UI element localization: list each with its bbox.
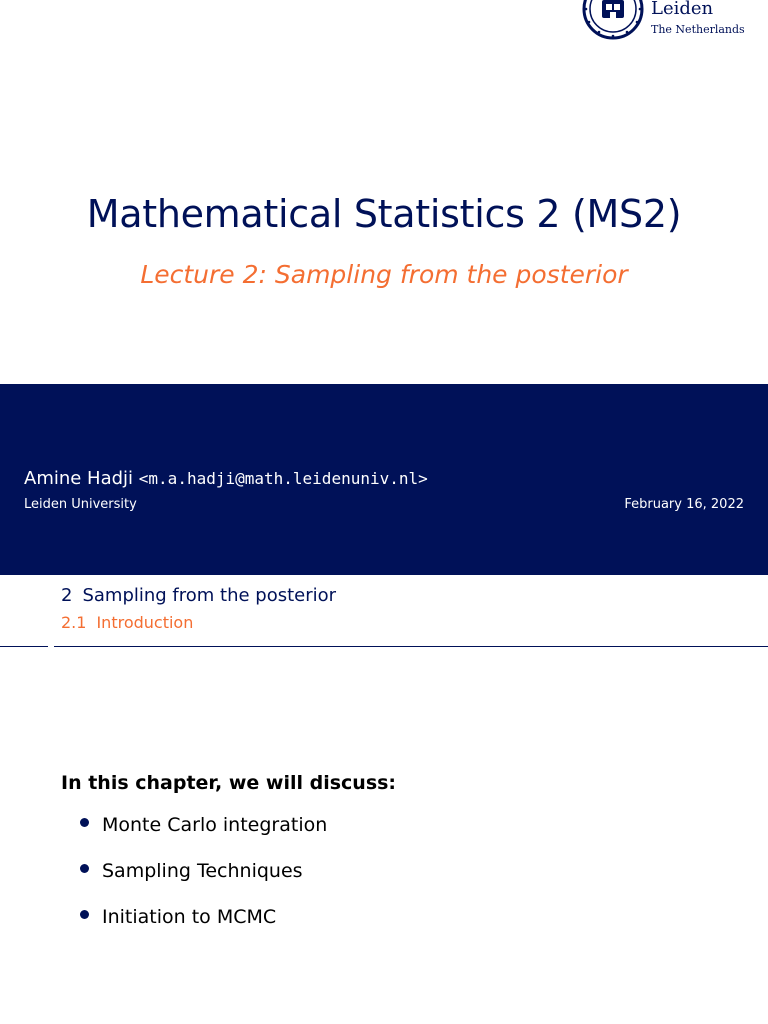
- leiden-university-seal-icon: [582, 0, 644, 40]
- logo-subtitle: The Netherlands: [651, 23, 745, 36]
- list-item-text: Monte Carlo integration: [102, 814, 328, 836]
- slide-title: Mathematical Statistics 2 (MS2): [86, 192, 682, 236]
- header-rule-left: [0, 646, 48, 647]
- bullet-icon: [80, 910, 89, 919]
- date: February 16, 2022: [624, 497, 744, 512]
- author-email: <m.a.hadji@math.leidenuniv.nl>: [138, 469, 428, 488]
- header-rule-right: [54, 646, 768, 647]
- list-item: [80, 906, 327, 952]
- author-line: [24, 468, 428, 489]
- subsection-heading: [61, 613, 193, 632]
- section-heading: [61, 585, 336, 606]
- author-band: [0, 384, 768, 575]
- list-item-text: Sampling Techniques: [102, 860, 303, 882]
- subsection-title: Introduction: [96, 613, 194, 632]
- institution: Leiden University: [24, 497, 137, 512]
- bullet-icon: [80, 818, 89, 827]
- section-number: 2: [61, 585, 73, 606]
- university-logo: [582, 0, 745, 40]
- bullet-list: [80, 814, 327, 952]
- subsection-number: 2.1: [61, 613, 87, 632]
- list-item: [80, 860, 327, 906]
- list-item: [80, 814, 327, 860]
- author-name: Amine Hadji: [24, 468, 134, 489]
- intro-text: In this chapter, we will discuss:: [61, 772, 397, 794]
- bullet-icon: [80, 864, 89, 873]
- section-title: Sampling from the posterior: [82, 585, 337, 606]
- logo-name: Leiden: [651, 0, 714, 19]
- slide-subtitle: Lecture 2: Sampling from the posterior: [140, 260, 628, 289]
- list-item-text: Initiation to MCMC: [102, 906, 277, 928]
